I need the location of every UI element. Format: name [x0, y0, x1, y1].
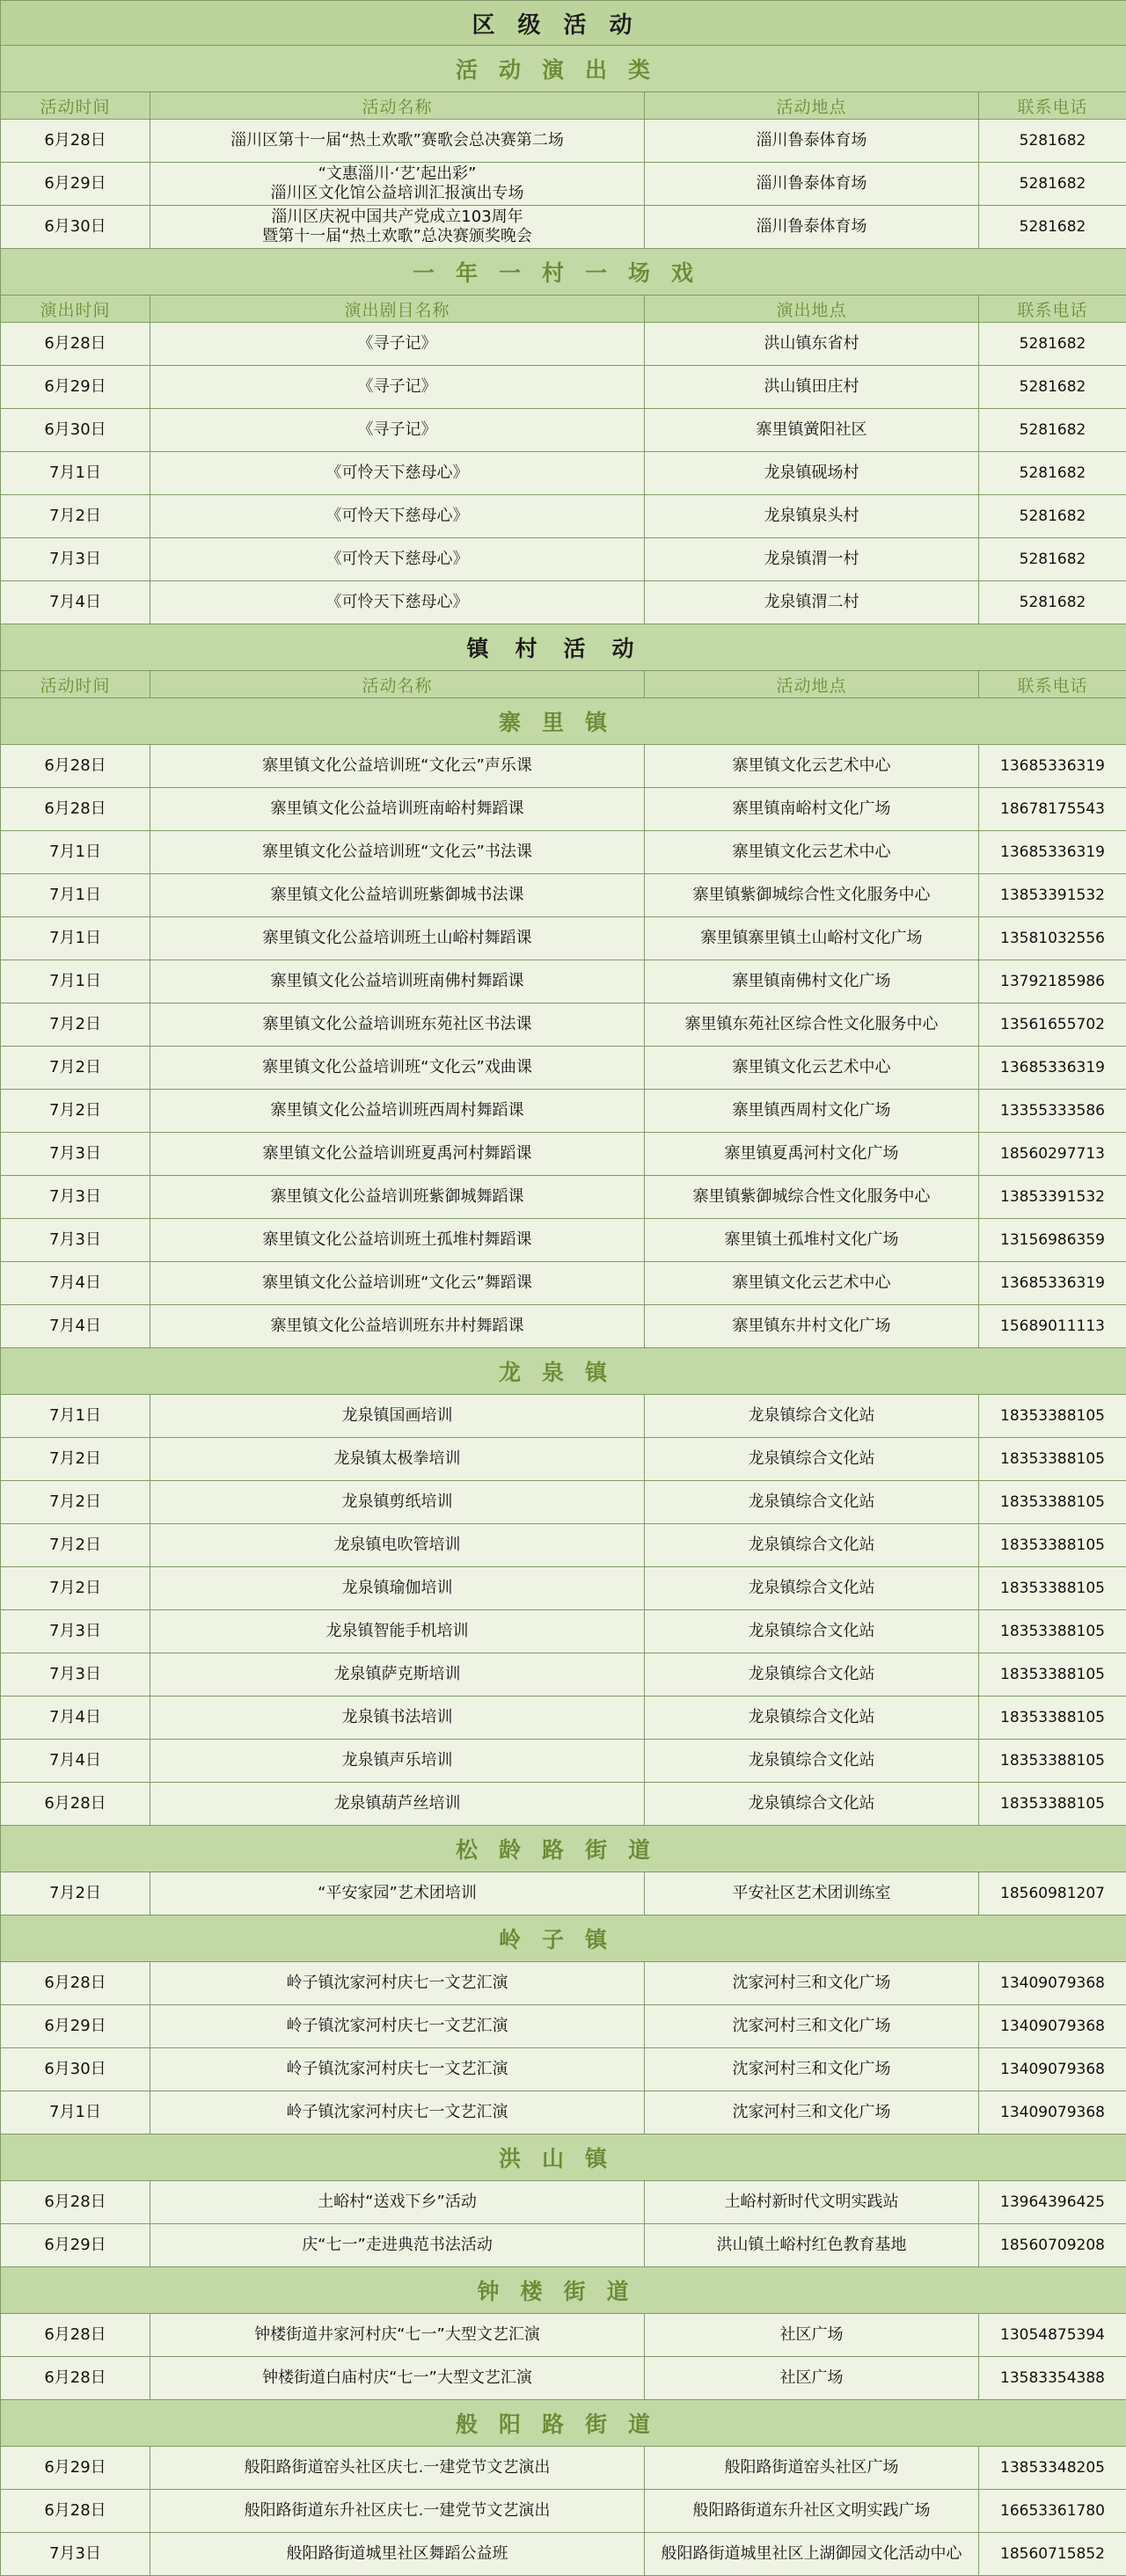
name-cell: 龙泉镇国画培训 — [150, 1395, 645, 1438]
section-heading: 龙泉镇 — [1, 1348, 1126, 1395]
phone-cell: 13409079368 — [979, 2048, 1126, 2091]
date-cell: 6月29日 — [1, 2224, 150, 2267]
section-heading: 松龄路街道 — [1, 1826, 1126, 1872]
phone-cell: 13685336319 — [979, 745, 1126, 788]
section-heading-row — [1, 46, 1126, 92]
section-heading: 钟楼街道 — [1, 2267, 1126, 2314]
table-row — [1, 206, 1126, 249]
date-cell: 6月28日 — [1, 323, 150, 366]
location-cell: 社区广场 — [645, 2357, 979, 2400]
table-row — [1, 1610, 1126, 1653]
date-cell: 6月28日 — [1, 1783, 150, 1826]
section-heading-row — [1, 698, 1126, 745]
name-cell: 庆“七一”走进典范书法活动 — [150, 2224, 645, 2267]
name-cell: 龙泉镇萨克斯培训 — [150, 1653, 645, 1697]
date-cell: 6月28日 — [1, 2357, 150, 2400]
date-cell: 7月2日 — [1, 1090, 150, 1133]
section-heading-row — [1, 624, 1126, 671]
section-heading-row — [1, 2267, 1126, 2314]
phone-cell: 13561655702 — [979, 1003, 1126, 1047]
location-cell: 寨里镇东苑社区综合性文化服务中心 — [645, 1003, 979, 1047]
date-cell: 7月3日 — [1, 1219, 150, 1262]
date-cell: 7月1日 — [1, 960, 150, 1003]
location-cell: 淄川鲁泰体育场 — [645, 163, 979, 206]
name-cell: 寨里镇文化公益培训班东井村舞蹈课 — [150, 1305, 645, 1348]
table-row — [1, 1395, 1126, 1438]
phone-cell: 13409079368 — [979, 2005, 1126, 2048]
date-cell: 7月1日 — [1, 874, 150, 917]
location-cell: 沈家河村三和文化广场 — [645, 2048, 979, 2091]
table-row — [1, 2048, 1126, 2091]
section-heading-row — [1, 249, 1126, 296]
phone-cell: 13583354388 — [979, 2357, 1126, 2400]
location-cell: 龙泉镇综合文化站 — [645, 1610, 979, 1653]
location-cell: 龙泉镇综合文化站 — [645, 1395, 979, 1438]
phone-cell: 5281682 — [979, 452, 1126, 495]
date-cell: 7月2日 — [1, 1003, 150, 1047]
phone-cell: 18353388105 — [979, 1783, 1126, 1826]
location-cell: 寨里镇文化云艺术中心 — [645, 745, 979, 788]
phone-cell: 18353388105 — [979, 1653, 1126, 1697]
phone-cell: 13581032556 — [979, 917, 1126, 960]
location-cell: 寨里镇紫御城综合性文化服务中心 — [645, 874, 979, 917]
phone-cell: 5281682 — [979, 495, 1126, 538]
name-cell: 龙泉镇声乐培训 — [150, 1740, 645, 1783]
date-cell: 6月29日 — [1, 366, 150, 409]
phone-cell: 18560297713 — [979, 1133, 1126, 1176]
column-header: 活动地点 — [645, 671, 979, 698]
date-cell: 6月28日 — [1, 745, 150, 788]
name-cell: 岭子镇沈家河村庆七一文艺汇演 — [150, 1962, 645, 2005]
location-cell: 龙泉镇渭二村 — [645, 581, 979, 624]
table-row — [1, 163, 1126, 206]
date-cell: 6月30日 — [1, 409, 150, 452]
name-cell: “平安家园”艺术团培训 — [150, 1872, 645, 1916]
location-cell: 龙泉镇综合文化站 — [645, 1783, 979, 1826]
phone-cell: 13054875394 — [979, 2314, 1126, 2357]
date-cell: 6月29日 — [1, 163, 150, 206]
section-heading: 洪山镇 — [1, 2135, 1126, 2181]
location-cell: 寨里镇南峪村文化广场 — [645, 788, 979, 831]
date-cell: 7月2日 — [1, 1567, 150, 1610]
table-row — [1, 452, 1126, 495]
phone-cell: 18353388105 — [979, 1524, 1126, 1567]
name-cell: 钟楼街道白庙村庆“七一”大型文艺汇演 — [150, 2357, 645, 2400]
phone-cell: 16653361780 — [979, 2490, 1126, 2533]
name-cell: 寨里镇文化公益培训班“文化云”声乐课 — [150, 745, 645, 788]
phone-cell: 13685336319 — [979, 831, 1126, 874]
location-cell: 龙泉镇综合文化站 — [645, 1740, 979, 1783]
phone-cell: 5281682 — [979, 538, 1126, 581]
location-cell: 洪山镇东省村 — [645, 323, 979, 366]
date-cell: 7月2日 — [1, 1481, 150, 1524]
phone-cell: 13853348205 — [979, 2447, 1126, 2490]
table-row — [1, 1783, 1126, 1826]
location-cell: 沈家河村三和文化广场 — [645, 1962, 979, 2005]
table-row — [1, 1567, 1126, 1610]
table-row — [1, 409, 1126, 452]
table-row — [1, 917, 1126, 960]
table-row — [1, 323, 1126, 366]
location-cell: 龙泉镇综合文化站 — [645, 1653, 979, 1697]
date-cell: 6月28日 — [1, 2314, 150, 2357]
location-cell: 般阳路街道窑头社区广场 — [645, 2447, 979, 2490]
location-cell: 寨里镇土孤堆村文化广场 — [645, 1219, 979, 1262]
section-heading: 般阳路街道 — [1, 2400, 1126, 2447]
phone-cell: 13853391532 — [979, 874, 1126, 917]
date-cell: 7月2日 — [1, 1872, 150, 1916]
date-cell: 6月29日 — [1, 2005, 150, 2048]
date-cell: 6月28日 — [1, 2181, 150, 2224]
location-cell: 龙泉镇综合文化站 — [645, 1567, 979, 1610]
table-row — [1, 1219, 1126, 1262]
name-cell: 寨里镇文化公益培训班西周村舞蹈课 — [150, 1090, 645, 1133]
table-row — [1, 1740, 1126, 1783]
table-row — [1, 1872, 1126, 1916]
table-row — [1, 788, 1126, 831]
table-row — [1, 2357, 1126, 2400]
date-cell: 7月4日 — [1, 581, 150, 624]
section-heading-row — [1, 2400, 1126, 2447]
location-cell: 龙泉镇综合文化站 — [645, 1481, 979, 1524]
phone-cell: 18353388105 — [979, 1740, 1126, 1783]
column-header-row — [1, 296, 1126, 323]
section-heading: 岭子镇 — [1, 1916, 1126, 1962]
table-row — [1, 1481, 1126, 1524]
phone-cell: 13409079368 — [979, 1962, 1126, 2005]
date-cell: 7月2日 — [1, 1047, 150, 1090]
table-row — [1, 2005, 1126, 2048]
phone-cell: 18353388105 — [979, 1697, 1126, 1740]
phone-cell: 15689011113 — [979, 1305, 1126, 1348]
phone-cell: 13853391532 — [979, 1176, 1126, 1219]
name-cell: 寨里镇文化公益培训班紫御城舞蹈课 — [150, 1176, 645, 1219]
name-cell: 龙泉镇书法培训 — [150, 1697, 645, 1740]
table-row — [1, 2490, 1126, 2533]
column-header: 活动地点 — [645, 92, 979, 120]
phone-cell: 13685336319 — [979, 1262, 1126, 1305]
date-cell: 7月1日 — [1, 831, 150, 874]
location-cell: 淄川鲁泰体育场 — [645, 120, 979, 163]
column-header: 演出剧目名称 — [150, 296, 645, 323]
phone-cell: 18560709208 — [979, 2224, 1126, 2267]
location-cell: 淄川鲁泰体育场 — [645, 206, 979, 249]
phone-cell: 5281682 — [979, 323, 1126, 366]
phone-cell: 18353388105 — [979, 1438, 1126, 1481]
date-cell: 7月4日 — [1, 1305, 150, 1348]
name-cell: 岭子镇沈家河村庆七一文艺汇演 — [150, 2005, 645, 2048]
name-cell: 寨里镇文化公益培训班紫御城书法课 — [150, 874, 645, 917]
date-cell: 7月3日 — [1, 1610, 150, 1653]
phone-cell: 13685336319 — [979, 1047, 1126, 1090]
phone-cell: 18353388105 — [979, 1481, 1126, 1524]
column-header: 联系电话 — [979, 92, 1126, 120]
location-cell: 般阳路街道东升社区文明实践广场 — [645, 2490, 979, 2533]
date-cell: 7月3日 — [1, 1133, 150, 1176]
location-cell: 寨里镇东井村文化广场 — [645, 1305, 979, 1348]
location-cell: 寨里镇夏禹河村文化广场 — [645, 1133, 979, 1176]
table-row — [1, 1524, 1126, 1567]
table-row — [1, 2314, 1126, 2357]
phone-cell: 5281682 — [979, 366, 1126, 409]
name-cell: 《可怜天下慈母心》 — [150, 581, 645, 624]
table-row — [1, 1176, 1126, 1219]
location-cell: 般阳路街道城里社区上湖御园文化活动中心 — [645, 2533, 979, 2576]
name-cell: 寨里镇文化公益培训班土山峪村舞蹈课 — [150, 917, 645, 960]
name-cell: “文惠淄川·‘艺’起出彩” 淄川区文化馆公益培训汇报演出专场 — [150, 163, 645, 206]
date-cell: 6月28日 — [1, 1962, 150, 2005]
date-cell: 7月3日 — [1, 2533, 150, 2576]
location-cell: 社区广场 — [645, 2314, 979, 2357]
name-cell: 《寻子记》 — [150, 409, 645, 452]
phone-cell: 18353388105 — [979, 1610, 1126, 1653]
name-cell: 寨里镇文化公益培训班夏禹河村舞蹈课 — [150, 1133, 645, 1176]
name-cell: 《可怜天下慈母心》 — [150, 538, 645, 581]
phone-cell: 18560981207 — [979, 1872, 1126, 1916]
date-cell: 6月28日 — [1, 788, 150, 831]
phone-cell: 13964396425 — [979, 2181, 1126, 2224]
name-cell: 龙泉镇智能手机培训 — [150, 1610, 645, 1653]
name-cell: 般阳路街道窑头社区庆七.一建党节文艺演出 — [150, 2447, 645, 2490]
name-cell: 般阳路街道城里社区舞蹈公益班 — [150, 2533, 645, 2576]
name-cell: 寨里镇文化公益培训班南峪村舞蹈课 — [150, 788, 645, 831]
page-title: 区级活动 — [1, 1, 1126, 46]
table-row — [1, 1438, 1126, 1481]
name-cell: 龙泉镇太极拳培训 — [150, 1438, 645, 1481]
page-title-row — [1, 1, 1126, 46]
table-row — [1, 1262, 1126, 1305]
activity-schedule-body — [1, 1, 1126, 2576]
location-cell: 洪山镇土峪村红色教育基地 — [645, 2224, 979, 2267]
date-cell: 7月4日 — [1, 1697, 150, 1740]
section-heading: 镇村活动 — [1, 624, 1126, 671]
location-cell: 龙泉镇泉头村 — [645, 495, 979, 538]
date-cell: 7月4日 — [1, 1740, 150, 1783]
phone-cell: 13156986359 — [979, 1219, 1126, 1262]
location-cell: 龙泉镇综合文化站 — [645, 1438, 979, 1481]
table-row — [1, 745, 1126, 788]
location-cell: 土峪村新时代文明实践站 — [645, 2181, 979, 2224]
section-heading: 活动演出类 — [1, 46, 1126, 92]
phone-cell: 5281682 — [979, 581, 1126, 624]
column-header: 联系电话 — [979, 296, 1126, 323]
name-cell: 淄川区庆祝中国共产党成立103周年 暨第十一届“热土欢歌”总决赛颁奖晚会 — [150, 206, 645, 249]
table-row — [1, 366, 1126, 409]
phone-cell: 18353388105 — [979, 1395, 1126, 1438]
location-cell: 寨里镇文化云艺术中心 — [645, 831, 979, 874]
section-heading-row — [1, 1916, 1126, 1962]
name-cell: 龙泉镇剪纸培训 — [150, 1481, 645, 1524]
date-cell: 7月1日 — [1, 2091, 150, 2135]
table-row — [1, 120, 1126, 163]
table-row — [1, 581, 1126, 624]
table-row — [1, 1003, 1126, 1047]
date-cell: 6月29日 — [1, 2447, 150, 2490]
phone-cell: 13792185986 — [979, 960, 1126, 1003]
phone-cell: 13409079368 — [979, 2091, 1126, 2135]
date-cell: 7月1日 — [1, 1395, 150, 1438]
location-cell: 寨里镇南佛村文化广场 — [645, 960, 979, 1003]
table-row — [1, 831, 1126, 874]
column-header: 活动名称 — [150, 92, 645, 120]
location-cell: 洪山镇田庄村 — [645, 366, 979, 409]
column-header: 活动时间 — [1, 92, 150, 120]
table-row — [1, 495, 1126, 538]
name-cell: 龙泉镇葫芦丝培训 — [150, 1783, 645, 1826]
name-cell: 《可怜天下慈母心》 — [150, 495, 645, 538]
date-cell: 7月2日 — [1, 1524, 150, 1567]
table-row — [1, 538, 1126, 581]
name-cell: 寨里镇文化公益培训班“文化云”书法课 — [150, 831, 645, 874]
date-cell: 7月1日 — [1, 452, 150, 495]
location-cell: 龙泉镇综合文化站 — [645, 1697, 979, 1740]
table-row — [1, 1305, 1126, 1348]
date-cell: 6月30日 — [1, 2048, 150, 2091]
column-header: 联系电话 — [979, 671, 1126, 698]
location-cell: 龙泉镇渭一村 — [645, 538, 979, 581]
location-cell: 龙泉镇综合文化站 — [645, 1524, 979, 1567]
name-cell: 《寻子记》 — [150, 323, 645, 366]
table-row — [1, 2091, 1126, 2135]
section-heading-row — [1, 1826, 1126, 1872]
table-row — [1, 1697, 1126, 1740]
date-cell: 7月1日 — [1, 917, 150, 960]
date-cell: 7月4日 — [1, 1262, 150, 1305]
name-cell: 寨里镇文化公益培训班“文化云”戏曲课 — [150, 1047, 645, 1090]
name-cell: 龙泉镇电吹管培训 — [150, 1524, 645, 1567]
date-cell: 6月28日 — [1, 120, 150, 163]
name-cell: 寨里镇文化公益培训班东苑社区书法课 — [150, 1003, 645, 1047]
table-row — [1, 874, 1126, 917]
date-cell: 7月2日 — [1, 495, 150, 538]
table-row — [1, 1047, 1126, 1090]
location-cell: 寨里镇文化云艺术中心 — [645, 1262, 979, 1305]
date-cell: 7月3日 — [1, 538, 150, 581]
location-cell: 寨里镇紫御城综合性文化服务中心 — [645, 1176, 979, 1219]
phone-cell: 18353388105 — [979, 1567, 1126, 1610]
date-cell: 7月3日 — [1, 1176, 150, 1219]
table-row — [1, 2447, 1126, 2490]
name-cell: 寨里镇文化公益培训班“文化云”舞蹈课 — [150, 1262, 645, 1305]
phone-cell: 18678175543 — [979, 788, 1126, 831]
phone-cell: 5281682 — [979, 206, 1126, 249]
location-cell: 沈家河村三和文化广场 — [645, 2091, 979, 2135]
location-cell: 寨里镇西周村文化广场 — [645, 1090, 979, 1133]
phone-cell: 5281682 — [979, 163, 1126, 206]
location-cell: 平安社区艺术团训练室 — [645, 1872, 979, 1916]
name-cell: 龙泉镇瑜伽培训 — [150, 1567, 645, 1610]
column-header: 演出地点 — [645, 296, 979, 323]
location-cell: 寨里镇黉阳社区 — [645, 409, 979, 452]
column-header-row — [1, 671, 1126, 698]
table-row — [1, 2224, 1126, 2267]
name-cell: 土峪村“送戏下乡”活动 — [150, 2181, 645, 2224]
table-row — [1, 1090, 1126, 1133]
date-cell: 7月2日 — [1, 1438, 150, 1481]
section-heading-row — [1, 1348, 1126, 1395]
section-heading: 寨里镇 — [1, 698, 1126, 745]
column-header: 演出时间 — [1, 296, 150, 323]
location-cell: 寨里镇寨里镇土山峪村文化广场 — [645, 917, 979, 960]
column-header: 活动时间 — [1, 671, 150, 698]
column-header-row — [1, 92, 1126, 120]
table-row — [1, 1653, 1126, 1697]
name-cell: 寨里镇文化公益培训班南佛村舞蹈课 — [150, 960, 645, 1003]
date-cell: 7月3日 — [1, 1653, 150, 1697]
table-row — [1, 2181, 1126, 2224]
name-cell: 钟楼街道井家河村庆“七一”大型文艺汇演 — [150, 2314, 645, 2357]
name-cell: 寨里镇文化公益培训班土孤堆村舞蹈课 — [150, 1219, 645, 1262]
location-cell: 龙泉镇砚场村 — [645, 452, 979, 495]
date-cell: 6月30日 — [1, 206, 150, 249]
date-cell: 6月28日 — [1, 2490, 150, 2533]
table-row — [1, 1133, 1126, 1176]
phone-cell: 18560715852 — [979, 2533, 1126, 2576]
name-cell: 岭子镇沈家河村庆七一文艺汇演 — [150, 2048, 645, 2091]
name-cell: 《可怜天下慈母心》 — [150, 452, 645, 495]
location-cell: 寨里镇文化云艺术中心 — [645, 1047, 979, 1090]
name-cell: 《寻子记》 — [150, 366, 645, 409]
table-row — [1, 1962, 1126, 2005]
name-cell: 般阳路街道东升社区庆七.一建党节文艺演出 — [150, 2490, 645, 2533]
table-row — [1, 960, 1126, 1003]
name-cell: 岭子镇沈家河村庆七一文艺汇演 — [150, 2091, 645, 2135]
phone-cell: 5281682 — [979, 120, 1126, 163]
location-cell: 沈家河村三和文化广场 — [645, 2005, 979, 2048]
column-header: 活动名称 — [150, 671, 645, 698]
phone-cell: 5281682 — [979, 409, 1126, 452]
section-heading: 一年一村一场戏 — [1, 249, 1126, 296]
table-row — [1, 2533, 1126, 2576]
phone-cell: 13355333586 — [979, 1090, 1126, 1133]
section-heading-row — [1, 2135, 1126, 2181]
name-cell: 淄川区第十一届“热土欢歌”赛歌会总决赛第二场 — [150, 120, 645, 163]
